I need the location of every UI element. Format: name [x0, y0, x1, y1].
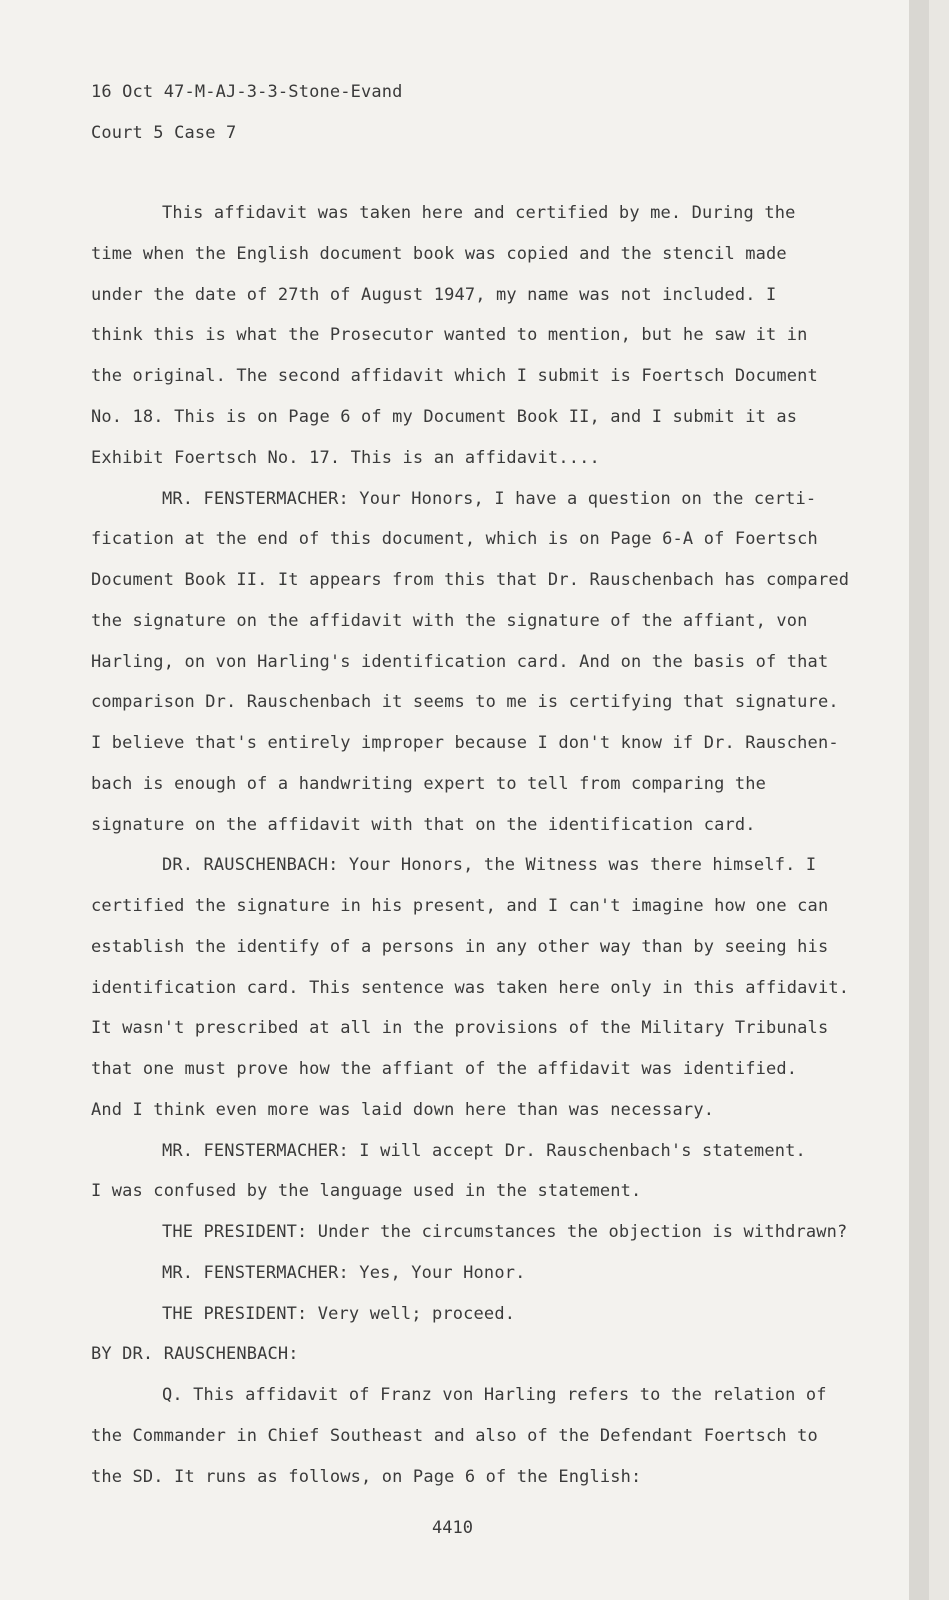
text-line: the SD. It runs as follows, on Page 6 of the English:: [91, 1467, 642, 1487]
text-line: signature on the affidavit with that on the identification card.: [91, 815, 756, 835]
text-line: that one must prove how the affiant of the affidavit was identified.: [91, 1059, 798, 1079]
text-line: MR. FENSTERMACHER: Your Honors, I have a question on the certi-: [162, 489, 817, 509]
text-line: comparison Dr. Rauschenbach it seems to me is certifying that signature.: [91, 692, 839, 712]
page-edge: [909, 0, 929, 1600]
text-line: Document Book II. It appears from this that Dr. Rauschenbach has compared: [91, 570, 850, 590]
text-line: MR. FENSTERMACHER: I will accept Dr. Rauschenbach's statement.: [162, 1141, 806, 1161]
text-line: time when the English document book was copied and the stencil made: [91, 244, 787, 264]
text-line: BY DR. RAUSCHENBACH:: [91, 1344, 299, 1364]
text-line: I was confused by the language used in the statement.: [91, 1181, 642, 1201]
text-line: THE PRESIDENT: Very well; proceed.: [162, 1304, 516, 1324]
text-line: Q. This affidavit of Franz von Harling refers to the relation of: [162, 1385, 827, 1405]
text-line: the original. The second affidavit which I submit is Foertsch Document: [91, 366, 818, 386]
page-number: 4410: [432, 1518, 473, 1538]
text-line: identification card. This sentence was taken here only in this affidavit.: [91, 978, 850, 998]
text-line: I believe that's entirely improper because I don't know if Dr. Rauschen-: [91, 733, 839, 753]
text-line: It wasn't prescribed at all in the provisions of the Military Tribunals: [91, 1018, 829, 1038]
text-line: Harling, on von Harling's identification card. And on the basis of that: [91, 652, 829, 672]
text-line: DR. RAUSCHENBACH: Your Honors, the Witness was there himself. I: [162, 855, 817, 875]
text-line: Exhibit Foertsch No. 17. This is an affidavit....: [91, 448, 600, 468]
text-line: the Commander in Chief Southeast and also of the Defendant Foertsch to: [91, 1426, 818, 1446]
text-line: certified the signature in his present, and I can't imagine how one can: [91, 896, 829, 916]
text-line: under the date of 27th of August 1947, my name was not included. I: [91, 285, 777, 305]
text-line: THE PRESIDENT: Under the circumstances the objection is withdrawn?: [162, 1222, 848, 1242]
text-line: This affidavit was taken here and certified by me. During the: [162, 203, 796, 223]
text-line: the signature on the affidavit with the signature of the affiant, von: [91, 611, 808, 631]
text-line: bach is enough of a handwriting expert to tell from comparing the: [91, 774, 767, 794]
text-line: No. 18. This is on Page 6 of my Document Book II, and I submit it as: [91, 407, 798, 427]
text-line: establish the identify of a persons in any other way than by seeing his: [91, 937, 829, 957]
text-line: And I think even more was laid down here than was necessary.: [91, 1100, 715, 1120]
document-reference: 16 Oct 47-M-AJ-3-3-Stone-Evand: [91, 82, 403, 102]
text-line: MR. FENSTERMACHER: Yes, Your Honor.: [162, 1263, 526, 1283]
text-line: think this is what the Prosecutor wanted to mention, but he saw it in: [91, 325, 808, 345]
text-line: fication at the end of this document, which is on Page 6-A of Foertsch: [91, 529, 818, 549]
court-case: Court 5 Case 7: [91, 123, 237, 143]
